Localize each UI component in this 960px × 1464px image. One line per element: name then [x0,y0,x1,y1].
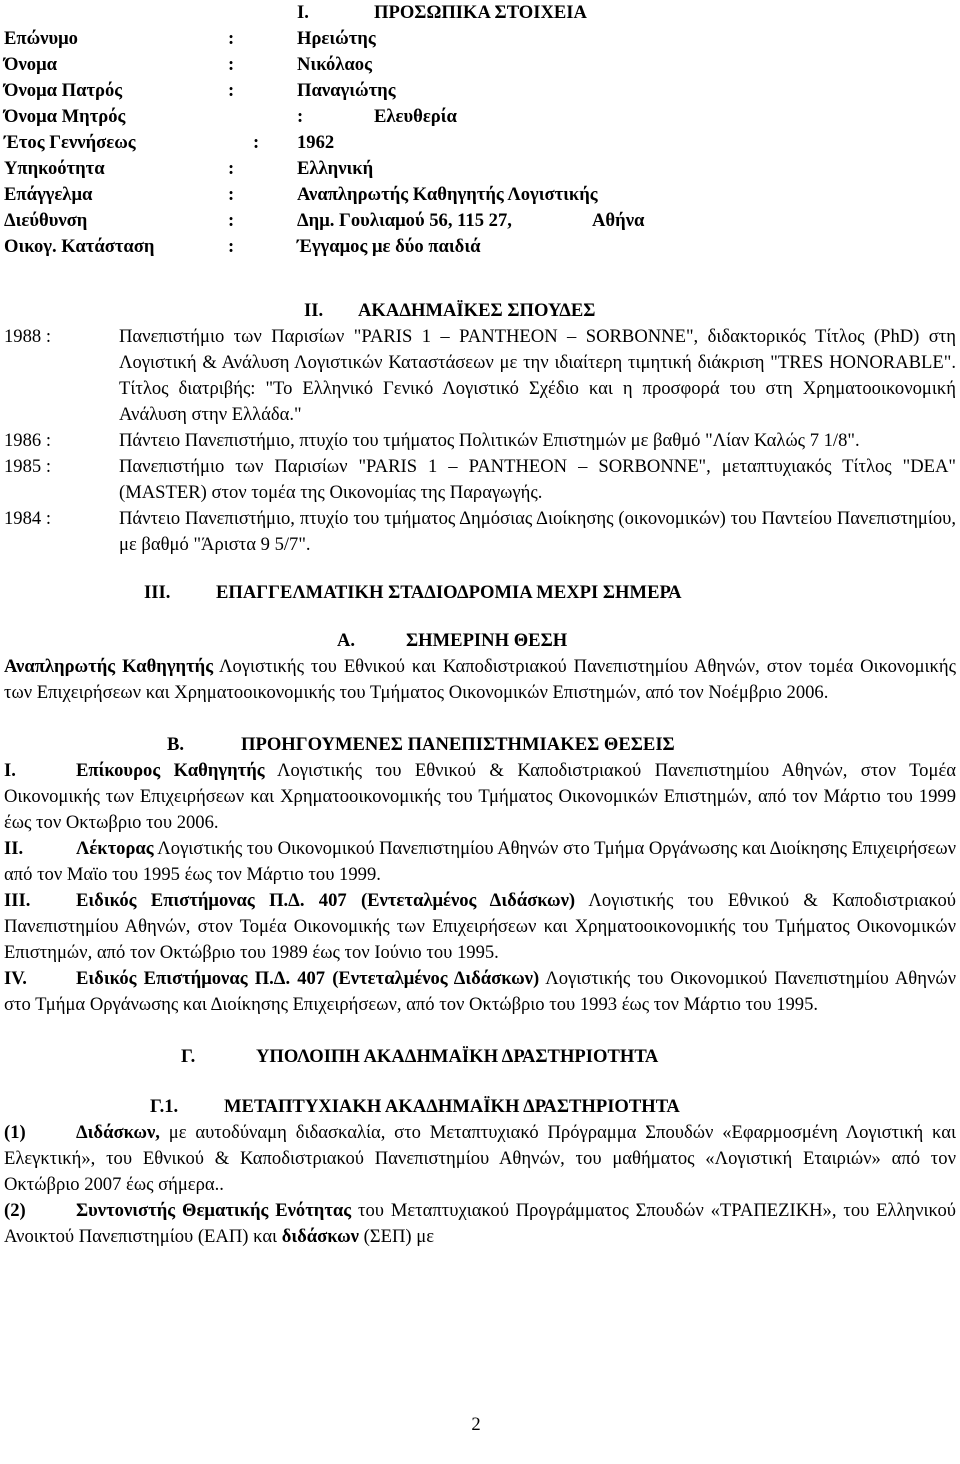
edu-item-1988: 1988 : Πανεπιστήμιο των Παρισίων "PARIS 1 – PANTHEON – SORBONNE", διδακτορικός Τίτλος (PhD) στη Λογιστική & Ανάλυση Λογιστικών Καταστάσεων με την ιδιαίτερη τιμητική διάκριση "TRES HONORABLE". Τίτλος διατριβής: "Το Ελληνικό Γενικό Λογιστικό Σχέδιο και η προσφορά του στη Χρηματοοικονομική Ανάλυση στην Ελλάδα." [4,326,956,425]
pd-row-nationality: Υπηκοότητα : Ελληνική [4,158,374,179]
personal-heading-num: I. [297,2,309,23]
previous-position-2: II. Λέκτορας Λογιστικής του Οικονομικού Πανεπιστημίου Αθηνών στο Τμήμα Οργάνωσης και Διοίκησης Επιχειρήσεων από τον Μαϊο του 1995 έως τον Μάρτιο του 1999. [4,838,956,885]
pd-row-address: Διεύθυνση : Δημ. Γουλιαμού 56, 115 27, Αθήνα [4,208,956,234]
pd-row-mother: Όνομα Μητρός : Ελευθερία [4,106,457,127]
current-position-heading: Α. ΣΗΜΕΡΙΝΗ ΘΕΣΗ [337,630,568,651]
previous-position-1: I. Επίκουρος Καθηγητής Λογιστικής του Εθνικού & Καποδιστριακού Πανεπιστημίου Αθηνών, στον Τομέα Οικονομικής των Επιχειρήσεων και Χρηματοοικονομικής του Τμήματος Οικονομικών Επιστημών, από τον Μάρτιο του 1999 έως τον Οκτωβριο του 2006. [4,760,956,833]
pd-row-profession: Επάγγελμα : Αναπληρωτής Καθηγητής Λογιστικής [4,184,598,205]
edu-item-1986: 1986 : Πάντειο Πανεπιστήμιο, πτυχίο του τμήματος Πολιτικών Επιστημών με βαθμό "Λίαν Καλώς 7 1/8". [4,430,860,451]
pd-row-surname: Επώνυμο : Ηρειώτης [4,28,376,49]
page-number: 2 [471,1414,481,1435]
pd-row-birth-year: Έτος Γεννήσεως : 1962 [4,132,335,153]
previous-position-4: IV. Ειδικός Επιστήμονας Π.Δ. 407 (Εντεταλμένος Διδάσκων) Λογιστικής του Οικονομικού Πανεπιστημίου Αθηνών στο Τμήμα Οργάνωσης και Διοίκησης Επιχειρήσεων, από τον Οκτώβριο του 1993 έως τον Μάρτιο του 1995. [4,968,956,1015]
postgrad-activity-heading: Γ.1. ΜΕΤΑΠΤΥΧΙΑΚΗ ΑΚΑΔΗΜΑΪΚΗ ΔΡΑΣΤΗΡΙΟΤΗΤΑ [150,1096,680,1117]
pd-row-name: Όνομα : Νικόλαος [4,54,372,75]
edu-item-1984: 1984 : Πάντειο Πανεπιστήμιο, πτυχίο του τμήματος Δημόσιας Διοίκησης (οικονομικών) του Παντείου Πανεπιστημίου, με βαθμό "Άριστα 9 5/7". [4,508,956,555]
edu-item-1985: 1985 : Πανεπιστήμιο των Παρισίων "PARIS 1 – PANTHEON – SORBONNE", μεταπτυχιακός Τίτλος "DEA" (MASTER) στον τομέα της Οικονομίας της Παραγωγής. [4,456,956,503]
current-position-text: Αναπληρωτής Καθηγητής Λογιστικής του Εθνικού και Καποδιστριακού Πανεπιστημίου Αθηνών, στον τομέα Οικονομικής των Επιχειρήσεων και Χρηματοοικονομικής του Τμήματος Οικονομικών Επιστημών, από τον Νοέμβριο 2006. [4,656,956,703]
pd-row-father: Όνομα Πατρός : Παναγιώτης [4,80,396,101]
cv-page [4,0,956,1250]
career-heading: III. ΕΠΑΓΓΕΛΜΑΤΙΚΗ ΣΤΑΔΙΟΔΡΟΜΙΑ ΜΕΧΡΙ ΣΗΜΕΡΑ [144,582,682,603]
academic-heading: II. ΑΚΑΔΗΜΑΪΚΕΣ ΣΠΟΥΔΕΣ [304,300,596,321]
pd-row-marital: Οικογ. Κατάσταση : Έγγαμος με δύο παιδιά [4,236,481,257]
postgrad-item-1: (1) Διδάσκων, με αυτοδύναμη διδασκαλία, στο Μεταπτυχιακό Πρόγραμμα Σπουδών «Εφαρμοσμένη Λογιστική και Ελεγκτική», του Εθνικού & Καποδιστριακού Πανεπιστημίου Αθηνών, του μαθήματος «Λογιστική Εταιριών» από τον Οκτώβριο 2007 έως σήμερα.. [4,1122,956,1195]
pd-city: Αθήνα [592,210,645,231]
previous-position-3: III. Ειδικός Επιστήμονας Π.Δ. 407 (Εντεταλμένος Διδάσκων) Λογιστικής του Εθνικού & Καποδιστριακού Πανεπιστημίου Αθηνών, στον Τομέα Οικονομικής των Επιχειρήσεων και Χρηματοοικονομικής του Τμήματος Οικονομικών Επιστημών, από τον Οκτώβριο του 1989 έως τον Ιούνιο του 1995. [4,890,956,963]
personal-heading [4,0,956,26]
postgrad-item-2: (2) Συντονιστής Θεματικής Ενότητας του Μεταπτυχιακού Προγράμματος Σπουδών «ΤΡΑΠΕΖΙΚΗ», του Ελληνικού Ανοικτού Πανεπιστημίου (ΕΑΠ) και διδάσκων (ΣΕΠ) με [4,1200,956,1247]
other-activity-heading: Γ. ΥΠΟΛΟΙΠΗ ΑΚΑΔΗΜΑΪΚΗ ΔΡΑΣΤΗΡΙΟΤΗΤΑ [181,1046,659,1067]
previous-positions-heading: Β. ΠΡΟΗΓΟΥΜΕΝΕΣ ΠΑΝΕΠΙΣΤΗΜΙΑΚΕΣ ΘΕΣΕΙΣ [167,734,675,755]
personal-heading-title: ΠΡΟΣΩΠΙΚΑ ΣΤΟΙΧΕΙΑ [374,2,587,23]
